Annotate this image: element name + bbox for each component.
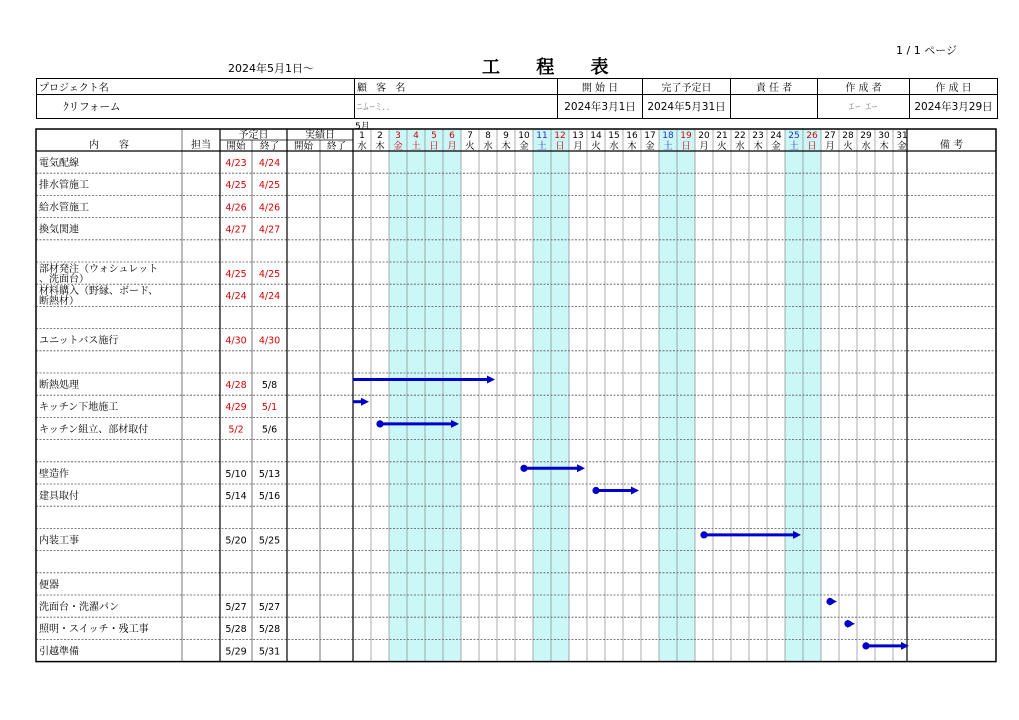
day-weekday: 土 [411, 141, 421, 152]
day-number: 23 [752, 131, 764, 141]
day-weekday: 月 [573, 141, 583, 152]
day-number: 31 [896, 131, 908, 141]
day-number: 14 [590, 131, 602, 141]
header-notes: 備 考 [939, 140, 964, 151]
planned-end-date: 5/31 [258, 646, 281, 658]
task-name: 部材発注（ウォシュレット [39, 264, 159, 275]
planned-end-date: 5/16 [258, 491, 281, 502]
header-actual: 実績日 [305, 130, 335, 141]
day-number: 25 [788, 131, 800, 141]
customer-name-label: 顧 客 名 [355, 79, 558, 95]
day-number: 24 [770, 131, 782, 141]
day-number: 6 [449, 131, 455, 141]
planned-start-date: 4/27 [225, 224, 247, 236]
task-name: キッチン組立、部材取付 [39, 424, 149, 436]
task-name: キッチン下地施工 [39, 402, 119, 414]
task-name: 照明・スイッチ・残工事 [39, 624, 149, 636]
day-number: 10 [518, 131, 530, 141]
day-weekday: 金 [645, 141, 655, 152]
planned-end-date: 5/25 [258, 535, 281, 547]
day-weekday: 土 [537, 141, 547, 152]
author-value: ｴｰ ｴｰ [818, 95, 910, 119]
planned-end-date: 4/25 [258, 180, 281, 192]
planned-end-date: 5/28 [258, 624, 281, 636]
bar-arrowhead [361, 398, 369, 406]
day-number: 13 [572, 131, 584, 141]
bar-arrowhead [487, 376, 495, 384]
day-weekday: 火 [591, 141, 601, 152]
header-planned-end: 終了 [259, 141, 280, 152]
day-number: 11 [536, 131, 548, 141]
day-number: 12 [554, 131, 566, 141]
planned-start-date: 4/25 [225, 180, 247, 192]
day-number: 5 [431, 131, 437, 141]
day-number: 8 [485, 131, 491, 141]
header-planned: 予定日 [238, 130, 269, 141]
page-title: 工 程 表 [482, 57, 624, 78]
day-number: 15 [608, 131, 620, 141]
day-weekday: 火 [465, 141, 475, 152]
task-name: ユニットバス施行 [39, 335, 119, 347]
task-name: 排水管施工 [39, 180, 89, 192]
planned-end-date: 4/25 [258, 269, 281, 280]
planned-start-date: 5/14 [225, 491, 247, 502]
day-number: 22 [734, 131, 746, 141]
planned-start-date: 4/30 [225, 335, 247, 347]
day-number: 3 [395, 131, 401, 141]
day-weekday: 水 [609, 141, 619, 152]
author-label: 作 成 者 [818, 79, 910, 95]
planned-start-date: 4/29 [225, 402, 247, 414]
planned-start-date: 4/26 [225, 202, 247, 214]
day-weekday: 月 [447, 141, 457, 152]
day-weekday: 水 [483, 141, 493, 152]
start-date-label: 開 始 日 [558, 79, 643, 95]
bar-arrowhead [847, 620, 855, 628]
planned-end-date: 5/8 [261, 380, 278, 391]
planned-start-date: 5/28 [225, 624, 247, 636]
planned-end-date: 5/6 [261, 424, 278, 436]
day-weekday: 金 [771, 141, 781, 152]
bar-arrowhead [901, 642, 909, 650]
day-number: 21 [716, 131, 728, 141]
day-weekday: 日 [681, 141, 691, 152]
day-number: 16 [626, 131, 638, 141]
day-weekday: 金 [897, 141, 907, 152]
day-weekday: 月 [699, 141, 709, 152]
customer-name-value: ﾆﾑｰﾐ.. [355, 95, 558, 119]
end-date-label: 完了予定日 [643, 79, 731, 95]
day-number: 29 [860, 131, 872, 141]
day-number: 4 [413, 131, 419, 141]
planned-end-date: 4/26 [258, 202, 281, 214]
month-label: 5月 [355, 122, 370, 132]
task-name: 、洗面台） [39, 274, 89, 285]
project-name-label: プロジェクト名 [37, 79, 355, 95]
task-name: 壁造作 [39, 468, 69, 480]
day-weekday: 木 [753, 141, 763, 152]
task-name: 断熱処理 [39, 380, 79, 391]
day-weekday: 金 [393, 141, 403, 152]
day-weekday: 水 [735, 141, 745, 152]
planned-start-date: 5/27 [225, 602, 247, 613]
planned-end-date: 4/24 [258, 158, 281, 169]
planned-end-date: 5/1 [261, 402, 278, 414]
planned-end-date: 4/27 [258, 224, 281, 236]
planned-start-date: 4/23 [225, 158, 247, 169]
day-weekday: 火 [717, 141, 727, 152]
day-weekday: 水 [357, 141, 367, 152]
day-number: 18 [662, 131, 674, 141]
start-date-value: 2024年3月1日 [558, 95, 643, 119]
day-weekday: 日 [807, 141, 817, 152]
created-date-label: 作 成 日 [910, 79, 998, 95]
planned-start-date: 5/10 [225, 468, 247, 480]
end-date-value: 2024年5月31日 [643, 95, 731, 119]
created-date-value: 2024年3月29日 [910, 95, 998, 119]
planned-start-date: 5/2 [228, 424, 244, 436]
planned-end-date: 4/24 [258, 291, 281, 303]
day-weekday: 木 [375, 141, 385, 152]
day-number: 17 [644, 131, 656, 141]
day-weekday: 土 [789, 141, 799, 152]
day-weekday: 木 [501, 141, 511, 152]
day-number: 20 [698, 131, 710, 141]
day-number: 28 [842, 131, 854, 141]
day-weekday: 火 [843, 141, 853, 152]
header-content: 内 容 [89, 140, 129, 151]
task-name: 便器 [39, 579, 59, 591]
planned-start-date: 4/25 [225, 269, 247, 280]
day-weekday: 木 [627, 141, 637, 152]
day-number: 2 [377, 131, 383, 141]
task-name: 電気配線 [39, 158, 79, 169]
planned-end-date: 4/30 [258, 335, 281, 347]
day-number: 1 [359, 131, 365, 141]
project-name-value: ｸリフォーム [37, 95, 355, 119]
header-actual-start: 開始 [293, 141, 314, 152]
bar-arrowhead [829, 598, 837, 606]
day-number: 30 [878, 131, 890, 141]
day-weekday: 日 [429, 141, 439, 152]
manager-label: 責 任 者 [731, 79, 818, 95]
task-name: 洗面台・洗濯パン [39, 602, 119, 613]
day-number: 27 [824, 131, 836, 141]
day-number: 9 [503, 131, 509, 141]
day-weekday: 木 [879, 141, 889, 152]
day-weekday: 月 [825, 141, 835, 152]
task-name: 材料購入（野縁、ボード、 [39, 286, 159, 298]
day-weekday: 土 [663, 141, 673, 152]
task-name: 引越準備 [39, 646, 79, 658]
task-name: 換気関連 [39, 224, 79, 236]
schedule-start-date: 2024年5月1日～ [228, 62, 314, 75]
page-number: 1 / 1 ページ [896, 44, 957, 57]
day-weekday: 金 [519, 141, 529, 152]
planned-start-date: 5/20 [225, 535, 247, 547]
planned-end-date: 5/13 [258, 468, 281, 480]
header-planned-start: 開始 [226, 141, 246, 152]
task-name: 断熱材） [39, 296, 79, 308]
day-number: 26 [806, 131, 818, 141]
task-name: 建具取付 [39, 491, 79, 502]
header-person: 担当 [191, 140, 211, 151]
bar-arrowhead [631, 487, 639, 495]
day-number: 19 [680, 131, 692, 141]
day-weekday: 日 [555, 141, 565, 152]
header-actual-end: 終了 [326, 141, 347, 152]
bar-arrowhead [577, 464, 585, 472]
task-name: 給水管施工 [39, 202, 89, 214]
day-weekday: 水 [861, 141, 871, 152]
planned-start-date: 4/24 [225, 291, 247, 303]
planned-end-date: 5/27 [258, 602, 281, 613]
day-number: 7 [467, 131, 473, 141]
planned-start-date: 5/29 [225, 646, 247, 658]
task-name: 内装工事 [39, 535, 79, 547]
planned-start-date: 4/28 [225, 380, 247, 391]
